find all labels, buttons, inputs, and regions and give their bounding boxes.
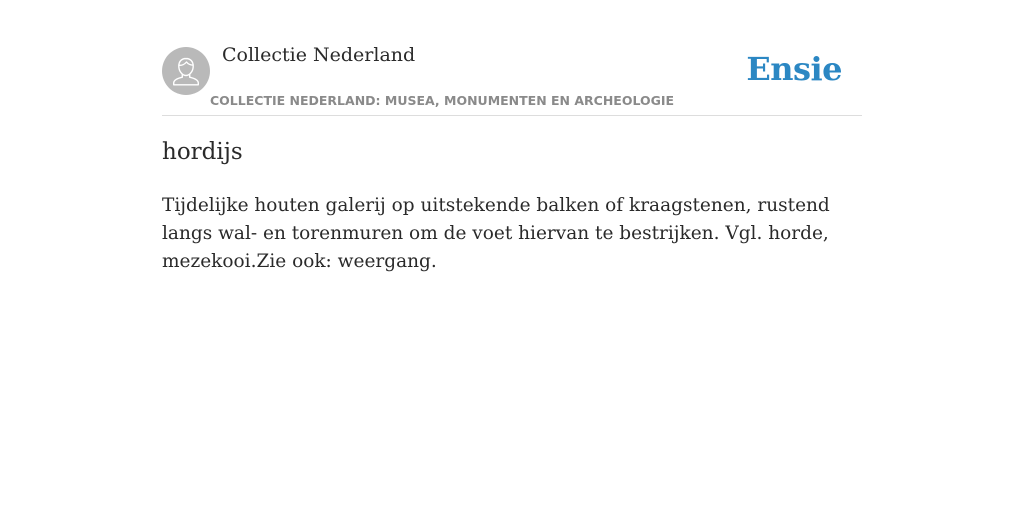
ensie-logo-link[interactable]: Ensie	[746, 50, 842, 88]
entry-title: hordijs	[162, 139, 243, 165]
entry-card	[162, 0, 862, 512]
author-name[interactable]: Collectie Nederland	[222, 44, 416, 66]
user-outline-icon	[162, 47, 210, 95]
avatar[interactable]	[162, 47, 210, 95]
source-subtitle[interactable]: COLLECTIE NEDERLAND: MUSEA, MONUMENTEN EN ARCHEOLOGIE	[210, 93, 675, 108]
header-divider	[162, 115, 862, 116]
entry-definition: Tijdelijke houten galerij op uitstekende balken of kraagstenen, rustend langs wal- en torenmuren om de voet hiervan te bestrijken. Vgl. horde, mezekooi.Zie ook: weergang.	[162, 195, 830, 272]
